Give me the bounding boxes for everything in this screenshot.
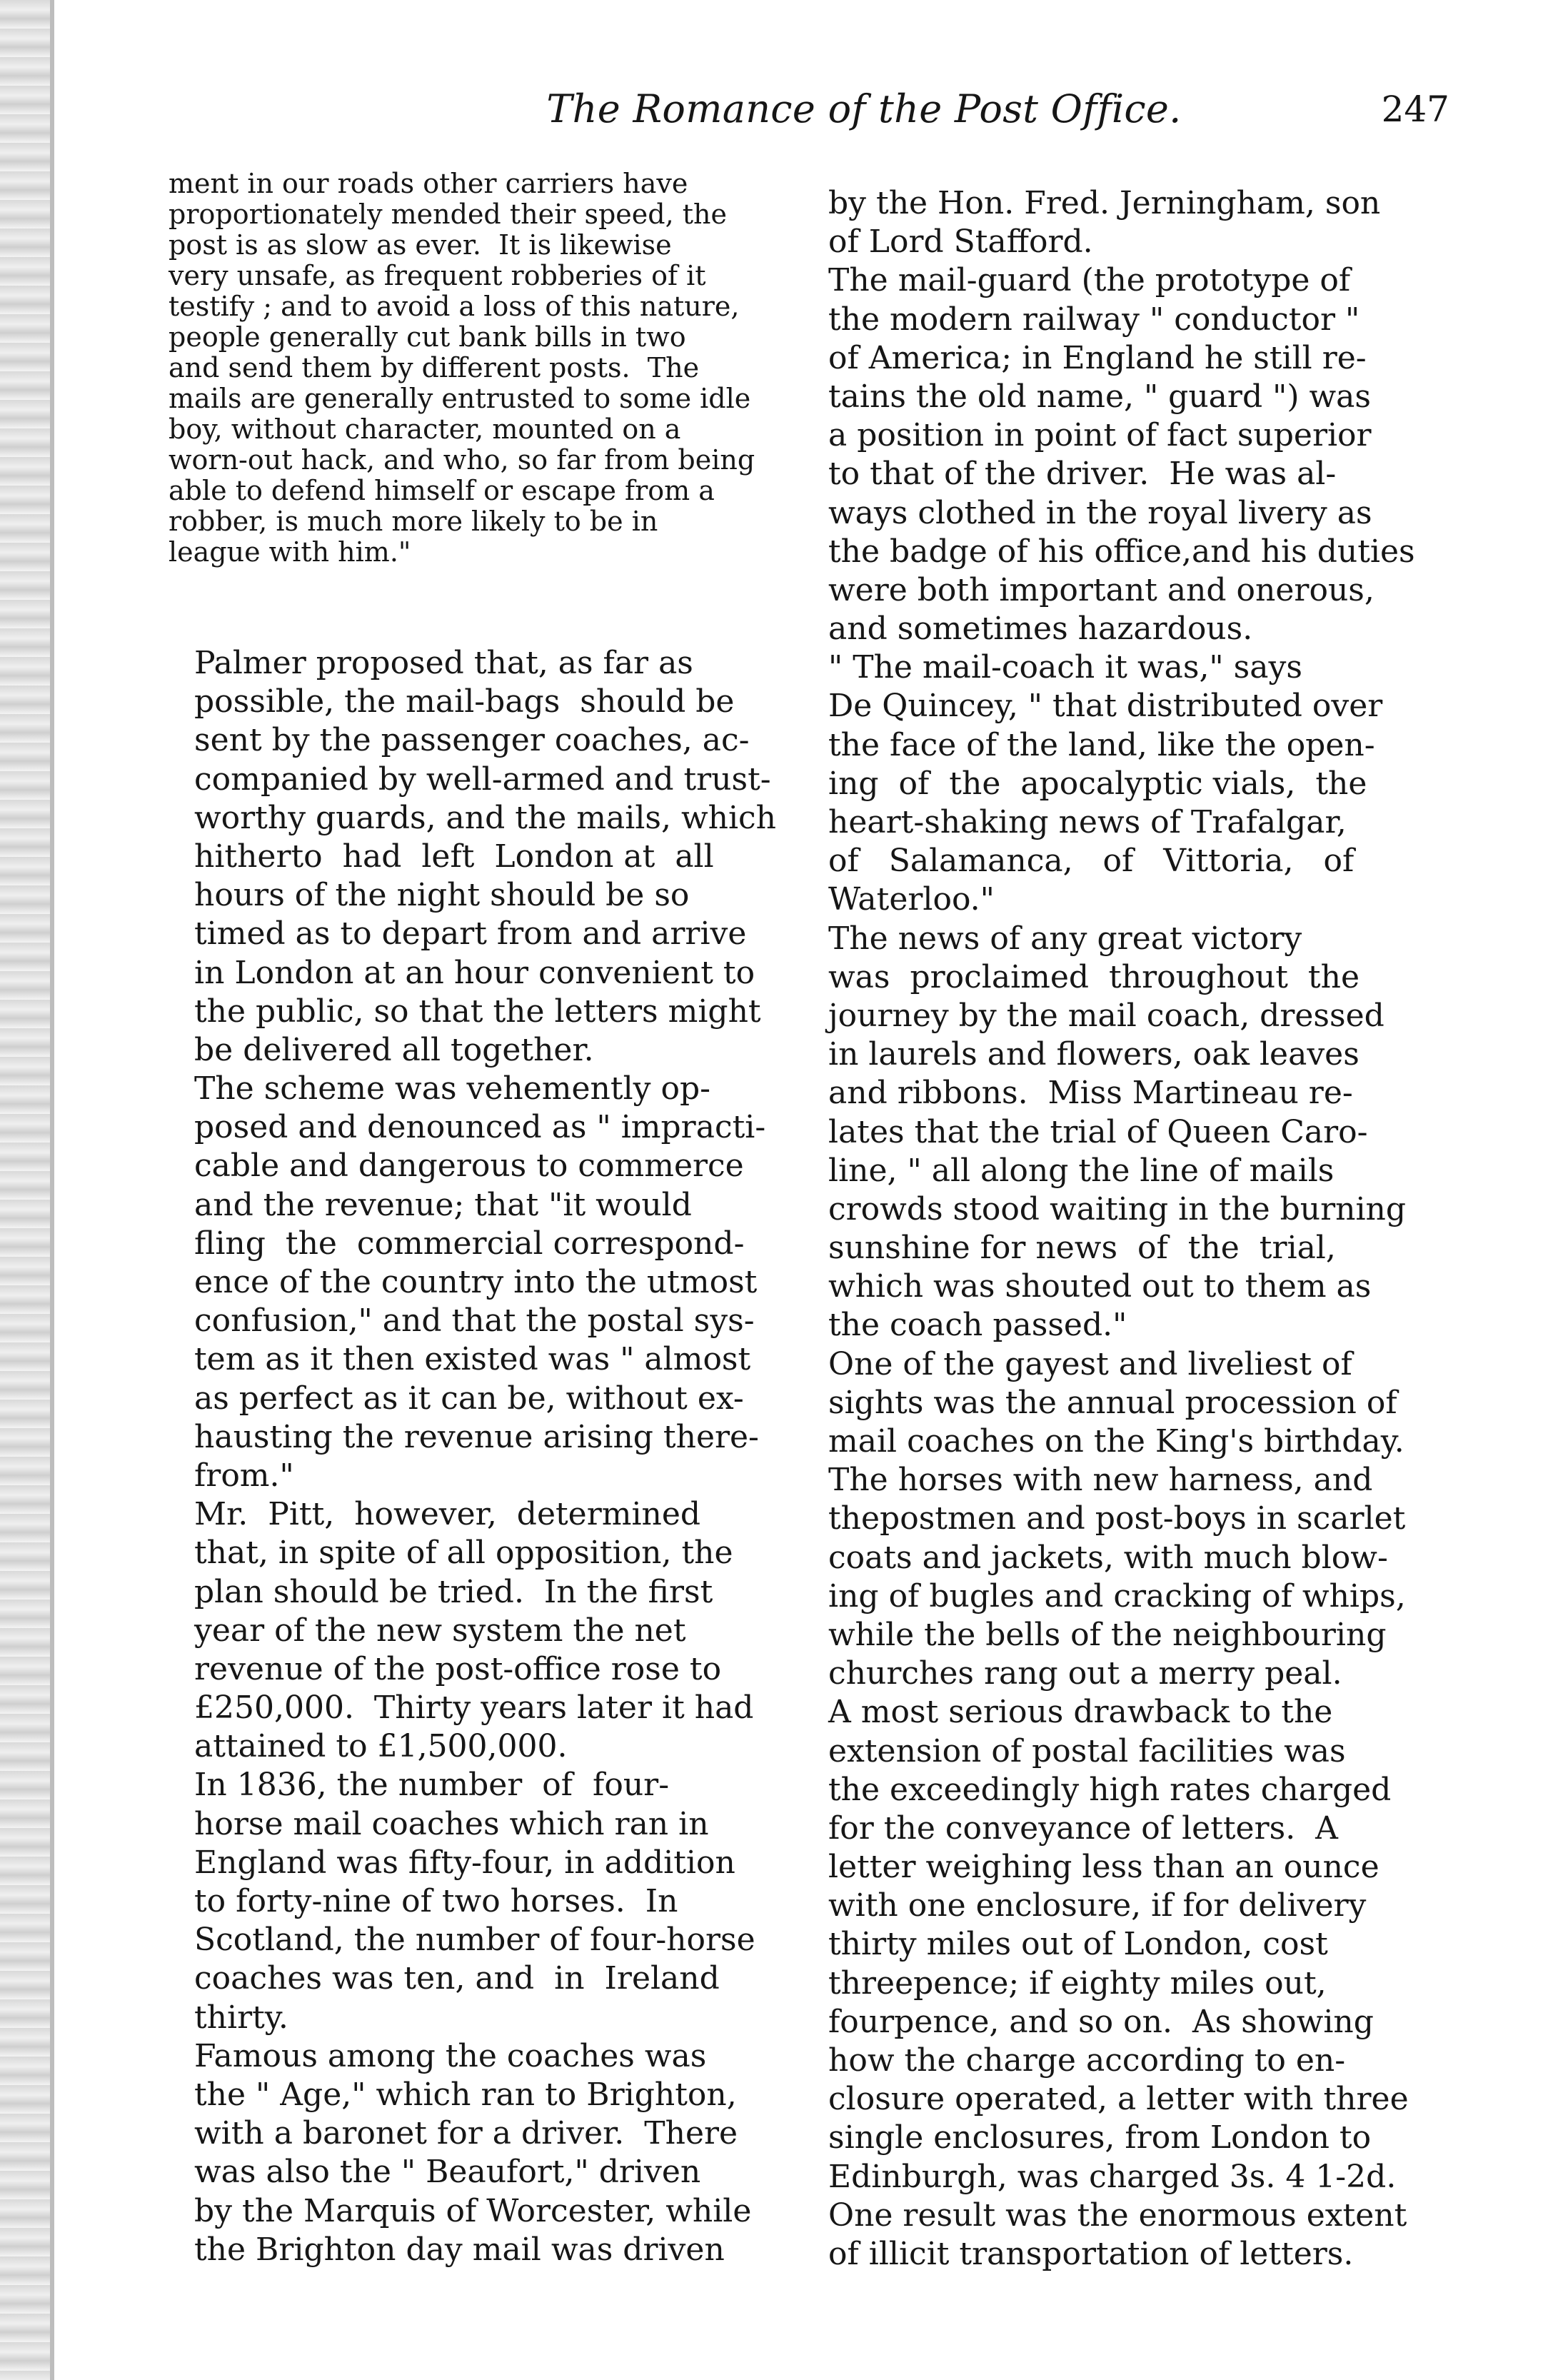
text-line: while the bells of the neighbouring	[828, 1616, 1387, 1653]
text-line: £250,000. Thirty years later it had	[194, 1689, 754, 1727]
text-line: tains the old name, " guard ") was	[828, 378, 1371, 415]
text-line: In 1836, the number of four-	[194, 1767, 670, 1804]
text-line: in London at an hour convenient to	[194, 954, 755, 991]
text-line: and ribbons. Miss Martineau re-	[828, 1075, 1353, 1112]
text-line: Famous among the coaches was	[194, 2037, 707, 2074]
quote-line: boy, without character, mounted on a	[169, 413, 681, 445]
text-line: The news of any great victory	[828, 920, 1302, 957]
quote-line: worn-out hack, and who, so far from being	[169, 444, 755, 476]
text-line: worthy guards, and the mails, which	[194, 799, 777, 836]
text-line: One of the gayest and liveliest of	[828, 1345, 1352, 1382]
text-line: heart-shaking news of Trafalgar,	[828, 804, 1347, 840]
text-line: fourpence, and so on. As showing	[828, 2003, 1374, 2040]
quote-line: post is as slow as ever. It is likewise	[169, 229, 672, 261]
text-line: by the Marquis of Worcester, while	[194, 2192, 752, 2229]
text-line: crowds stood waiting in the burning	[828, 1190, 1407, 1227]
text-line: The scheme was vehemently op-	[194, 1070, 711, 1108]
text-line: single enclosures, from London to	[828, 2119, 1372, 2156]
text-line: England was fifty-four, in addition	[194, 1844, 735, 1881]
text-line: companied by well-armed and trust-	[194, 760, 771, 798]
text-line: A most serious drawback to the	[828, 1694, 1333, 1731]
text-line: closure operated, a letter with three	[828, 2081, 1409, 2118]
text-line: plan should be tried. In the first	[194, 1573, 713, 1610]
text-line: confusion," and that the postal sys-	[194, 1302, 755, 1340]
text-line: was also the " Beaufort," driven	[194, 2154, 701, 2191]
text-line: in laurels and flowers, oak leaves	[828, 1036, 1359, 1073]
text-line: the coach passed."	[828, 1307, 1127, 1344]
page-edge	[50, 0, 54, 2380]
quote-line: very unsafe, as frequent robberies of it	[169, 260, 706, 291]
quote-line: league with him."	[169, 536, 411, 568]
block-quote	[169, 169, 783, 568]
quote-line: mails are generally entrusted to some idle	[169, 383, 751, 414]
text-line: fling the commercial correspond-	[194, 1225, 745, 1262]
text-line: were both important and onerous,	[828, 571, 1374, 608]
text-line: " The mail-coach it was," says	[828, 649, 1302, 686]
text-line: coaches was ten, and in Ireland	[194, 1960, 720, 1997]
text-line: Mr. Pitt, however, determined	[194, 1496, 701, 1533]
text-line: the badge of his office,and his duties	[828, 533, 1415, 570]
book-spine-shadow	[0, 0, 53, 2380]
text-line: a position in point of fact superior	[828, 417, 1372, 454]
text-line: thirty miles out of London, cost	[828, 1926, 1328, 1963]
text-line: ence of the country into the utmost	[194, 1264, 758, 1300]
quote-line: proportionately mended their speed, the	[169, 199, 727, 230]
text-line: which was shouted out to them as	[828, 1268, 1372, 1305]
text-line: horse mail coaches which ran in	[194, 1805, 709, 1842]
running-title: The Romance of the Post Office.	[546, 86, 1182, 131]
text-line: hitherto had left London at all	[194, 838, 714, 875]
text-line: Scotland, the number of four-horse	[194, 1922, 755, 1959]
text-line: by the Hon. Fred. Jerningham, son	[828, 185, 1381, 221]
text-line: the Brighton day mail was driven	[194, 2231, 725, 2268]
text-line: The mail-guard (the prototype of	[828, 262, 1351, 299]
quote-line: people generally cut bank bills in two	[169, 321, 686, 353]
text-line: of America; in England he still re-	[828, 339, 1367, 376]
text-line: Edinburgh, was charged 3s. 4 1-2d.	[828, 2158, 1397, 2195]
text-line: The horses with new harness, and	[828, 1462, 1373, 1499]
text-line: cable and dangerous to commerce	[194, 1148, 744, 1185]
text-line: to that of the driver. He was al-	[828, 456, 1337, 493]
text-line: De Quincey, " that distributed over	[828, 688, 1383, 725]
text-line: the modern railway " conductor "	[828, 301, 1360, 338]
text-line: ing of the apocalyptic vials, the	[828, 765, 1367, 802]
text-line: as perfect as it can be, without ex-	[194, 1380, 744, 1417]
text-line: the public, so that the letters might	[194, 993, 761, 1030]
text-line: attained to £1,500,000.	[194, 1728, 568, 1765]
text-line: of Lord Stafford.	[828, 224, 1093, 261]
text-line: tem as it then existed was " almost	[194, 1341, 751, 1378]
text-line: the " Age," which ran to Brighton,	[194, 2076, 737, 2113]
text-line: year of the new system the net	[194, 1612, 686, 1649]
text-line: the face of the land, like the open-	[828, 726, 1375, 763]
text-line: revenue of the post-office rose to	[194, 1650, 722, 1687]
text-line: Waterloo."	[828, 881, 995, 918]
text-line: to forty-nine of two horses. In	[194, 1883, 678, 1919]
text-line: sunshine for news of the trial,	[828, 1230, 1336, 1267]
text-line: was proclaimed throughout the	[828, 958, 1359, 995]
text-line: mail coaches on the King's birthday.	[828, 1423, 1404, 1460]
text-line: and the revenue; that "it would	[194, 1186, 692, 1223]
text-line: timed as to depart from and arrive	[194, 915, 747, 953]
text-line: journey by the mail coach, dressed	[828, 997, 1384, 1034]
text-line: lates that the trial of Queen Caro-	[828, 1113, 1368, 1150]
text-line: sights was the annual procession of	[828, 1384, 1397, 1421]
text-line: possible, the mail-bags should be	[194, 683, 735, 720]
text-line: the exceedingly high rates charged	[828, 1771, 1392, 1808]
text-line: how the charge according to en-	[828, 2042, 1346, 2079]
quote-line: able to defend himself or escape from a	[169, 475, 715, 506]
text-line: for the conveyance of letters. A	[828, 1809, 1338, 1847]
text-line: coats and jackets, with much blow-	[828, 1539, 1388, 1576]
right-column	[828, 184, 1445, 2274]
text-line: sent by the passenger coaches, ac-	[194, 722, 750, 759]
left-column	[194, 644, 783, 2269]
text-line: of Salamanca, of Vittoria, of	[828, 843, 1354, 880]
text-line: letter weighing less than an ounce	[828, 1849, 1379, 1886]
text-line: of illicit transportation of letters.	[828, 2235, 1354, 2272]
text-line: thepostmen and post-boys in scarlet	[828, 1500, 1406, 1537]
text-line: with one enclosure, if for delivery	[828, 1887, 1367, 1924]
text-line: line, " all along the line of mails	[828, 1152, 1335, 1189]
text-line: churches rang out a merry peal.	[828, 1655, 1342, 1692]
page-number: 247	[1381, 89, 1449, 130]
text-line: and sometimes hazardous.	[828, 611, 1253, 648]
quote-line: and send them by different posts. The	[169, 352, 700, 383]
text-line: be delivered all together.	[194, 1031, 594, 1068]
text-line: threepence; if eighty miles out,	[828, 1964, 1327, 2002]
text-line: with a baronet for a driver. There	[194, 2115, 738, 2152]
text-line: thirty.	[194, 1999, 288, 2036]
text-line: that, in spite of all opposition, the	[194, 1535, 733, 1572]
text-line: extension of postal facilities was	[828, 1732, 1346, 1769]
text-line: ing of bugles and cracking of whips,	[828, 1577, 1406, 1615]
text-line: hausting the revenue arising there-	[194, 1418, 759, 1455]
quote-line: robber, is much more likely to be in	[169, 506, 658, 537]
text-line: hours of the night should be so	[194, 877, 690, 914]
quote-line: testify ; and to avoid a loss of this nature,	[169, 291, 740, 322]
text-line: Palmer proposed that, as far as	[194, 645, 693, 681]
text-line: One result was the enormous extent	[828, 2196, 1407, 2234]
text-line: ways clothed in the royal livery as	[828, 494, 1372, 531]
quote-line: ment in our roads other carriers have	[169, 168, 688, 199]
text-line: posed and denounced as " impracti-	[194, 1109, 766, 1146]
text-line: from."	[194, 1457, 294, 1494]
